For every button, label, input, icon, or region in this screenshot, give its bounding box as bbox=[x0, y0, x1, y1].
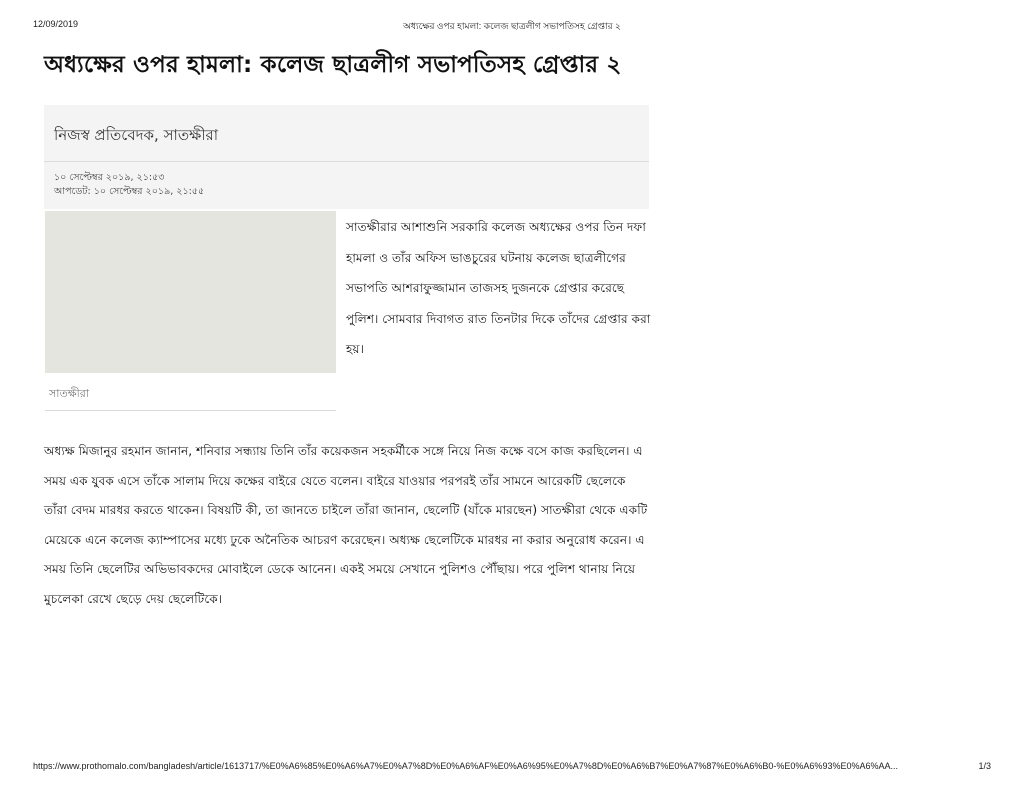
meta-divider bbox=[44, 161, 649, 162]
body-paragraph: অধ্যক্ষ মিজানুর রহমান জানান, শনিবার সন্ধ্যায় তিনি তাঁর কয়েকজন সহকর্মীকে সঙ্গে নিয়ে নিজ কক্ষে বসে কাজ করছিলেন। এ সময় এক যুবক এসে তাঁকে সালাম দিয়ে কক্ষের বাইরে যেতে বলেন। বাইরে যাওয়ার পরপরই তাঁর সামনে আরেকটি ছেলেকে তাঁরা বেদম মারধর করতে থাকেন। বিষয়টি কী, তা জানতে চাইলে তাঁরা জানান, ছেলেটি (যাঁকে মারছেন) সাতক্ষীরা থেকে একটি মেয়েকে এনে কলেজ ক্যাম্পাসের মধ্যে ঢুকে অনৈতিক আচরণ করেছেন। অধ্যক্ষ ছেলেটিকে মারধর না করার অনুরোধ করেন। এ সময় তিনি ছেলেটির অভিভাবকদের মোবাইলে ডেকে আনেন। একই সময়ে সেখানে পুলিশও পৌঁছায়। পরে পুলিশ থানায় নিয়ে মুচলেকা রেখে ছেড়ে দেয় ছেলেটিকে। bbox=[44, 444, 648, 606]
image-caption bbox=[45, 373, 336, 411]
article-headline: অধ্যক্ষের ওপর হামলা: কলেজ ছাত্রলীগ সভাপতিসহ গ্রেপ্তার ২ bbox=[44, 52, 622, 78]
article-meta bbox=[44, 105, 649, 209]
page-number: 1/3 bbox=[978, 761, 991, 771]
lead-paragraph: সাতক্ষীরার আশাশুনি সরকারি কলেজ অধ্যক্ষের ওপর তিন দফা হামলা ও তাঁর অফিস ভাঙচুরের ঘটনায় কলেজ ছাত্রলীগের সভাপতি আশরাফুজ্জামান তাজসহ দুজনকে গ্রেপ্তার করেছে পুলিশ। সোমবার দিবাগত রাত তিনটার দিকে তাঁদের গ্রেপ্তার করা হয়। bbox=[346, 220, 651, 356]
updated-date: আপডেট: ১০ সেপ্টেম্বর ২০১৯, ২১:৫৫ bbox=[54, 186, 205, 197]
print-header bbox=[33, 19, 991, 33]
print-date: 12/09/2019 bbox=[33, 19, 79, 29]
published-date: ১০ সেপ্টেম্বর ২০১৯, ২১:৫৩ bbox=[54, 172, 165, 183]
article-image-placeholder bbox=[45, 211, 336, 373]
page-url: https://www.prothomalo.com/bangladesh/article/1613717/%E0%A6%85%E0%A6%A7%E0%A7%8D%E0%A6%AF%E0%A6%95%E0%A7%8D%E0%A6%B7%E0%A7%87%E0%A6%B0-%E0%A6%93%E0%A6%AA... bbox=[33, 761, 898, 771]
byline: নিজস্ব প্রতিবেদক, সাতক্ষীরা bbox=[54, 126, 219, 144]
image-caption-text: সাতক্ষীরা bbox=[49, 387, 90, 400]
print-footer bbox=[33, 761, 991, 775]
article-dates bbox=[54, 171, 204, 199]
print-page-title: অধ্যক্ষের ওপর হামলা: কলেজ ছাত্রলীগ সভাপতিসহ গ্রেপ্তার ২ bbox=[403, 21, 621, 31]
